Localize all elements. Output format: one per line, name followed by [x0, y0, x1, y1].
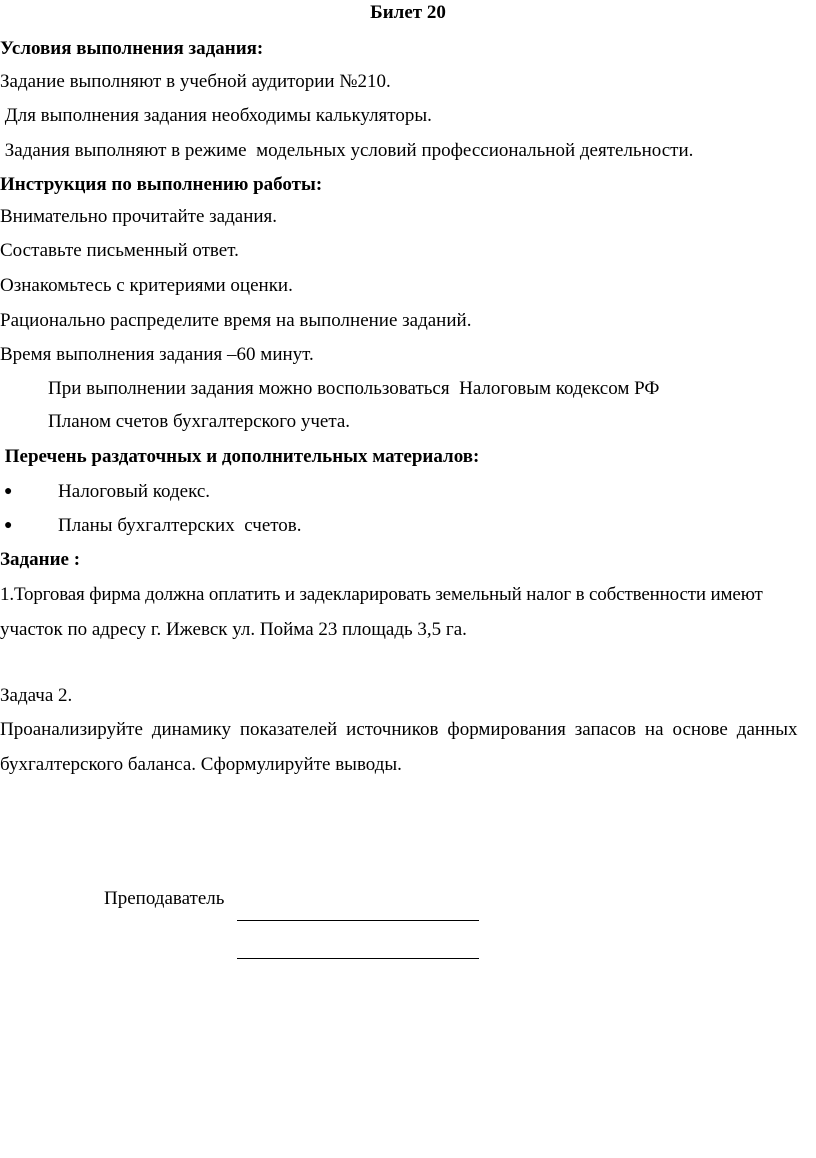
conditions-line-1: Задание выполняют в учебной аудитории №210.	[0, 71, 391, 92]
instructions-line-4: Рационально распределите время на выполнение заданий.	[0, 310, 472, 331]
bullet-icon: ●	[4, 518, 13, 533]
materials-item-2: Планы бухгалтерских счетов.	[58, 515, 302, 536]
task2-line-1: Проанализируйте динамику показателей источников формирования запасов на основе данных	[0, 719, 798, 740]
ticket-title: Билет 20	[370, 2, 446, 23]
task1-line-1: 1.Торговая фирма должна оплатить и задекларировать земельный налог в собственности имеют	[0, 584, 763, 605]
signature-label: Преподаватель	[104, 888, 225, 909]
bullet-icon: ●	[4, 484, 13, 499]
conditions-line-2: Для выполнения задания необходимы калькуляторы.	[0, 105, 432, 126]
instructions-line-1: Внимательно прочитайте задания.	[0, 206, 278, 227]
materials-heading: Перечень раздаточных и дополнительных материалов:	[0, 446, 480, 467]
instructions-line-2: Составьте письменный ответ.	[0, 240, 239, 261]
task2-heading: Задача 2.	[0, 685, 73, 706]
signature-line	[237, 920, 479, 921]
conditions-heading: Условия выполнения задания:	[0, 38, 264, 59]
task1-line-2: участок по адресу г. Ижевск ул. Пойма 23 площадь 3,5 га.	[0, 619, 467, 640]
instructions-line-3: Ознакомьтесь с критериями оценки.	[0, 275, 293, 296]
signature-line	[237, 958, 479, 959]
conditions-line-3: Задания выполняют в режиме модельных условий профессиональной деятельности.	[0, 140, 694, 161]
materials-item-1: Налоговый кодекс.	[58, 481, 211, 502]
task-heading: Задание :	[0, 549, 81, 570]
instructions-line-5: Время выполнения задания –60 минут.	[0, 344, 314, 365]
instructions-indented-1: При выполнении задания можно воспользоваться Налоговым кодексом РФ	[48, 378, 660, 399]
task2-line-2: бухгалтерского баланса. Сформулируйте выводы.	[0, 754, 402, 775]
instructions-indented-2: Планом счетов бухгалтерского учета.	[48, 411, 351, 432]
instructions-heading: Инструкция по выполнению работы:	[0, 174, 323, 195]
